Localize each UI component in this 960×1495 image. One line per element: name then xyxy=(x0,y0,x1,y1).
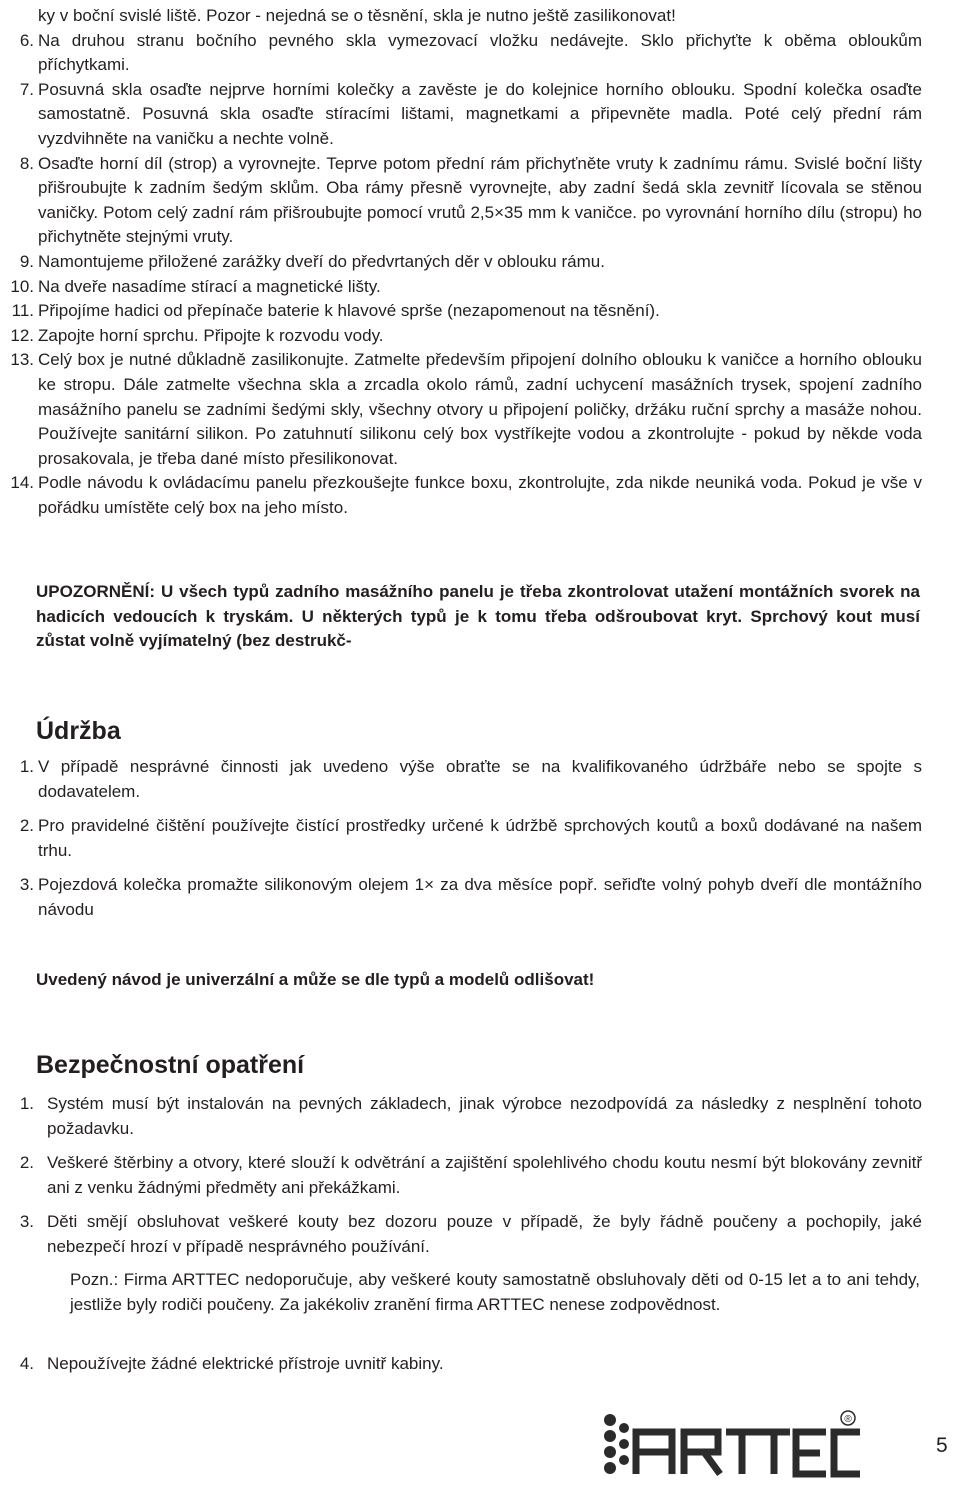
item-number: 13. xyxy=(10,350,34,370)
list-item xyxy=(10,324,922,349)
item-text: Nepoužívejte žádné elektrické přístroje uvnitř kabiny. xyxy=(47,1354,444,1373)
universal-notice: Uvedený návod je univerzální a může se dle typů a modelů odlišovat! xyxy=(36,970,595,989)
warning-paragraph: UPOZORNĚNÍ: U všech typů zadního masážního panelu je třeba zkontrolovat utažení montážních svorek na hadicích vedoucích k tryskám. U některých typů je k tomu třeba odšroubovat kryt. Sprchový kout musí zůstat volně vyjímatelný (bez destrukč- xyxy=(36,582,920,651)
registered-mark-icon xyxy=(841,1411,855,1425)
safety-list-continued xyxy=(10,1352,922,1387)
list-item xyxy=(10,299,922,324)
item-text: Děti smějí obsluhovat veškeré kouty bez dozoru pouze v případě, že byly řádně poučeny a pochopily, jaké nebezpečí hrozí v případě nesprávného používání. xyxy=(47,1212,922,1256)
item-number: 4. xyxy=(19,1354,34,1373)
list-item xyxy=(10,29,922,78)
item-text: Namontujeme přiložené zarážky dveří do předvrtaných děr v oblouku rámu. xyxy=(38,251,605,271)
item-number: 11. xyxy=(11,301,34,321)
item-text: Na druhou stranu bočního pevného skla vymezovací vložku nedávejte. Sklo přichyťte k oběma obloukům příchytkami. xyxy=(38,30,922,75)
maintenance-list xyxy=(10,755,922,933)
item-text: Podle návodu k ovládacímu panelu přezkoušejte funkce boxu, zkontrolujte, zda nikde neuniká voda. Pokud je vše v pořádku umístěte celý box na jeho místo. xyxy=(38,473,922,517)
list-item xyxy=(10,4,922,29)
item-number: 1. xyxy=(19,757,34,776)
item-text: V případě nesprávné činnosti jak uvedeno výše obraťte se na kvalifikovaného údržbáře nebo se spojte s dodavatelem. xyxy=(38,757,922,801)
item-number: 6. xyxy=(19,30,34,50)
item-number: 1. xyxy=(19,1094,34,1113)
item-number: 8. xyxy=(19,153,34,173)
page-number: 5 xyxy=(936,1434,948,1457)
item-text: Na dveře nasadíme stírací a magnetické lišty. xyxy=(38,276,381,296)
maintenance-heading: Údržba xyxy=(36,717,121,745)
item-number: 2. xyxy=(19,816,34,836)
item-text: Veškeré štěrbiny a otvory, které slouží k odvětrání a zajištění spolehlivého chodu koutu nesmí být blokovány zevnitř ani z venku žádnými předměty ani překážkami. xyxy=(47,1153,922,1197)
list-item xyxy=(10,250,922,275)
list-item xyxy=(10,1352,922,1377)
list-item xyxy=(10,471,922,520)
arttec-logo xyxy=(598,1410,860,1480)
item-number: 14. xyxy=(10,473,34,493)
item-text: Posuvná skla osaďte nejprve horními kolečky a zavěste je do kolejnice horního oblouku. Spodní kolečka osaďte samostatně. Posuvná skla osaďte stíracími lištami, magnetkami a připevněte madla. Poté celý přední rám vyzdvihněte na vaničku a nechte volně. xyxy=(38,79,922,148)
item-number: 9. xyxy=(19,251,34,271)
item-text: Osaďte horní díl (strop) a vyrovnejte. Teprve potom přední rám přichyťněte vruty k zadnímu rámu. Svislé boční lišty přišroubujte k zadním šedým sklům. Oba rámy přesně vyrovnejte, aby zadní šedá skla zevnitř lícovala se stěnou vaničky. Potom celý zadní rám přišroubujte pomocí vrutů 2,5×35 mm k vaničce. po vyrovnání horního dílu (stropu) ho přichytněte stejnými vruty. xyxy=(38,153,922,247)
item-number: 7. xyxy=(19,79,34,99)
item-text: Pro pravidelné čištění používejte čistící prostředky určené k údržbě sprchových koutů a boxů dodávané na našem trhu. xyxy=(38,816,922,860)
item-number: 3. xyxy=(19,1212,34,1232)
item-text: Pojezdová kolečka promažte silikonovým olejem 1× za dva měsíce popř. seřiďte volný pohyb dveří dle montážního návodu xyxy=(38,875,922,919)
installation-steps-list xyxy=(10,4,922,520)
safety-heading: Bezpečnostní opatření xyxy=(36,1051,305,1079)
list-item xyxy=(10,1092,922,1141)
list-item xyxy=(10,78,922,152)
item-text: ky v boční svislé liště. Pozor - nejedná se o těsnění, skla je nutno ještě zasilikonovat! xyxy=(38,6,676,25)
logo-dots-icon xyxy=(604,1414,629,1474)
logo-letters-icon xyxy=(636,1432,860,1474)
item-number: 2. xyxy=(19,1153,34,1173)
list-item xyxy=(10,348,922,471)
list-item xyxy=(10,873,922,922)
list-item xyxy=(10,814,922,863)
safety-list xyxy=(10,1092,922,1270)
item-number: 10. xyxy=(10,276,34,296)
list-item xyxy=(10,275,922,300)
list-item xyxy=(10,755,922,804)
item-text: Systém musí být instalován na pevných základech, jinak výrobce nezodpovídá za následky z nesplnění tohoto požadavku. xyxy=(47,1094,922,1138)
item-text: Zapojte horní sprchu. Připojte k rozvodu vody. xyxy=(38,325,384,345)
item-number: 3. xyxy=(19,875,34,895)
item-number: 12. xyxy=(10,325,34,345)
registered-mark: ® xyxy=(844,1414,852,1425)
item-text: Připojíme hadici od přepínače baterie k hlavové sprše (nezapomenout na těsnění). xyxy=(38,301,660,321)
safety-note: Pozn.: Firma ARTTEC nedoporučuje, aby veškeré kouty samostatně obsluhovaly děti od 0-15 let a to ani tehdy, jestliže byly rodiči poučeny. Za jakékoliv zranění firma ARTTEC nenese zodpovědnost. xyxy=(70,1270,920,1314)
item-text: Celý box je nutné důkladně zasilikonujte. Zatmelte především připojení dolního oblouku k vaničce a horního oblouku ke stropu. Dále zatmelte všechna skla a zrcadla okolo rámů, zadní uchycení masážních trysek, spojení zadního masážního panelu se zadními šedými skly, všechny otvory u připojení poličky, držáku ruční sprchy a masáže nohou. Používejte sanitární silikon. Po zatuhnutí silikonu celý box vystříkejte vodou a zkontrolujte - pokud by někde voda prosakovala, je třeba dané místo přesilikonovat. xyxy=(38,350,922,468)
list-item xyxy=(10,1210,922,1259)
list-item xyxy=(10,152,922,250)
list-item xyxy=(10,1151,922,1200)
